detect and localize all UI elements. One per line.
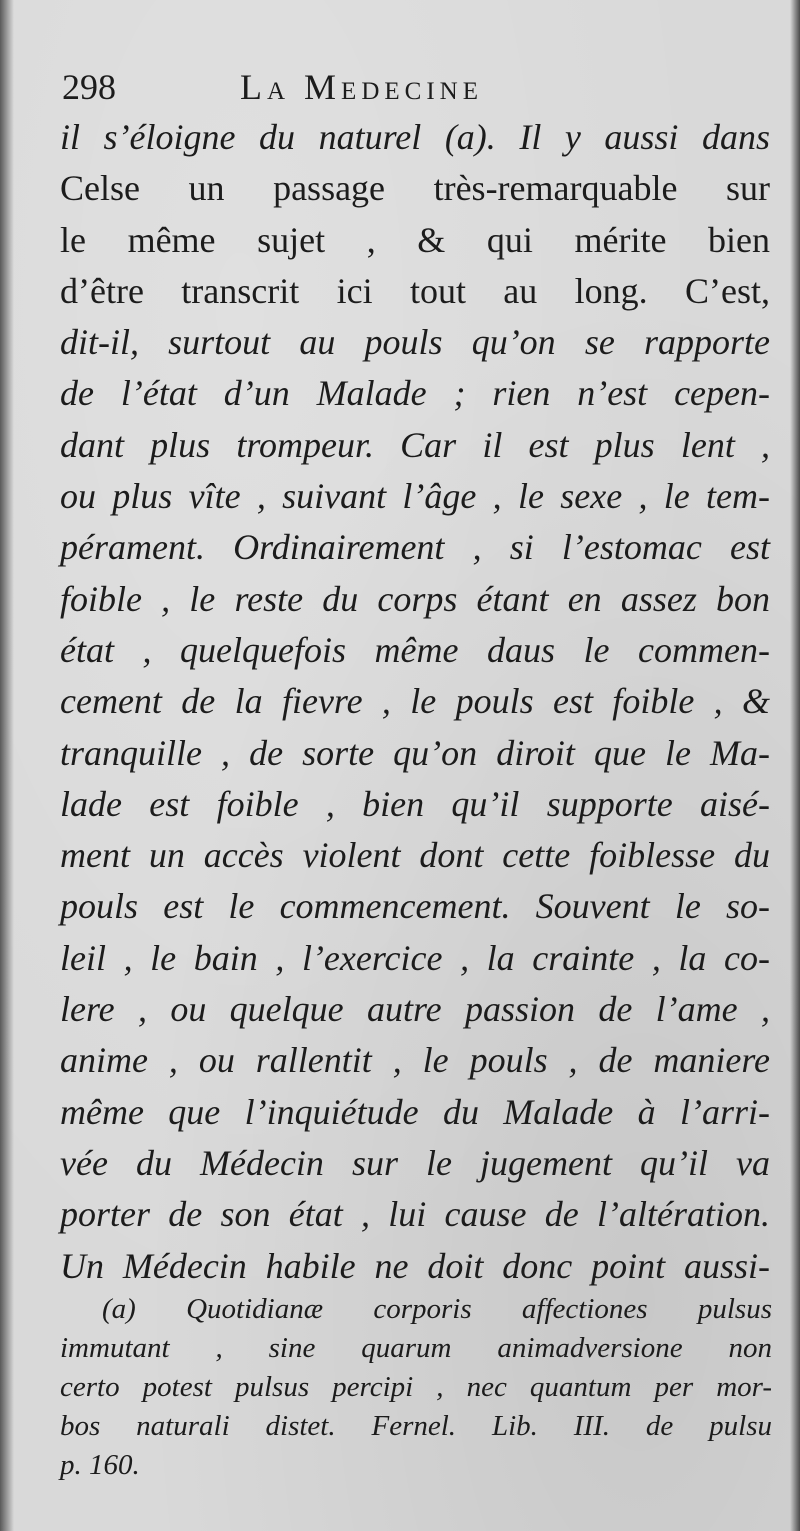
text-line: foible , le reste du corps étant en assez bon [60,578,770,619]
footnote-line: bos naturali distet. Fernel. Lib. III. de pulsu [60,1410,772,1442]
text-line: de l’état d’un Malade ; rien n’est cepen- [60,373,770,414]
text-line: vée du Médecin sur le jugement qu’il va [60,1142,770,1183]
text-line: Un Médecin habile ne doit donc point aussi- [60,1245,770,1286]
text-line: ment un accès violent dont cette foiblesse du [60,835,770,876]
text-line: ou plus vîte , suivant l’âge , le sexe , le tem- [60,476,770,517]
main-text [60,112,770,1292]
text-line: il s’éloigne du naturel (a). Il y aussi dans [60,117,770,157]
footnote-line: certo potest pulsus percipi , nec quantum per mor- [60,1371,772,1403]
footnote-line: immutant , sine quarum animadversione non [60,1332,772,1364]
footnote [60,1290,772,1485]
text-line: d’être transcrit ici tout au long. C’est, [60,270,770,311]
text-line: Celse un passage très-remarquable sur [60,168,770,209]
text-line: le même sujet , & qui mérite bien [60,219,770,260]
page-shadow-left [0,0,14,1531]
text-line: dant plus trompeur. Car il est plus lent , [60,424,770,465]
page-number: 298 [62,67,116,107]
text-line: cement de la fievre , le pouls est foible , & [60,681,770,722]
footnote-line: p. 160. [60,1449,140,1481]
page-shadow-right [790,0,800,1531]
text-line: lere , ou quelque autre passion de l’ame , [60,989,770,1030]
text-line: anime , ou rallentit , le pouls , de maniere [60,1040,770,1081]
text-line: tranquille , de sorte qu’on diroit que le Ma- [60,732,770,773]
text-line: même que l’inquiétude du Malade à l’arri- [60,1091,770,1132]
text-line: lade est foible , bien qu’il supporte aisé- [60,783,770,824]
text-line: pouls est le commencement. Souvent le so- [60,886,770,927]
running-head: La Medecine [240,67,483,107]
text-line: dit-il, surtout au pouls qu’on se rapporte [60,322,770,363]
text-line: porter de son état , lui cause de l’altération. [60,1194,770,1235]
page-header [62,62,762,112]
text-line: pérament. Ordinairement , si l’estomac est [60,527,770,568]
footnote-line: (a) Quotidianæ corporis affectiones pulsus [102,1293,772,1325]
text-line: état , quelquefois même daus le commen- [60,629,770,670]
text-line: leil , le bain , l’exercice , la crainte , la co- [60,937,770,978]
